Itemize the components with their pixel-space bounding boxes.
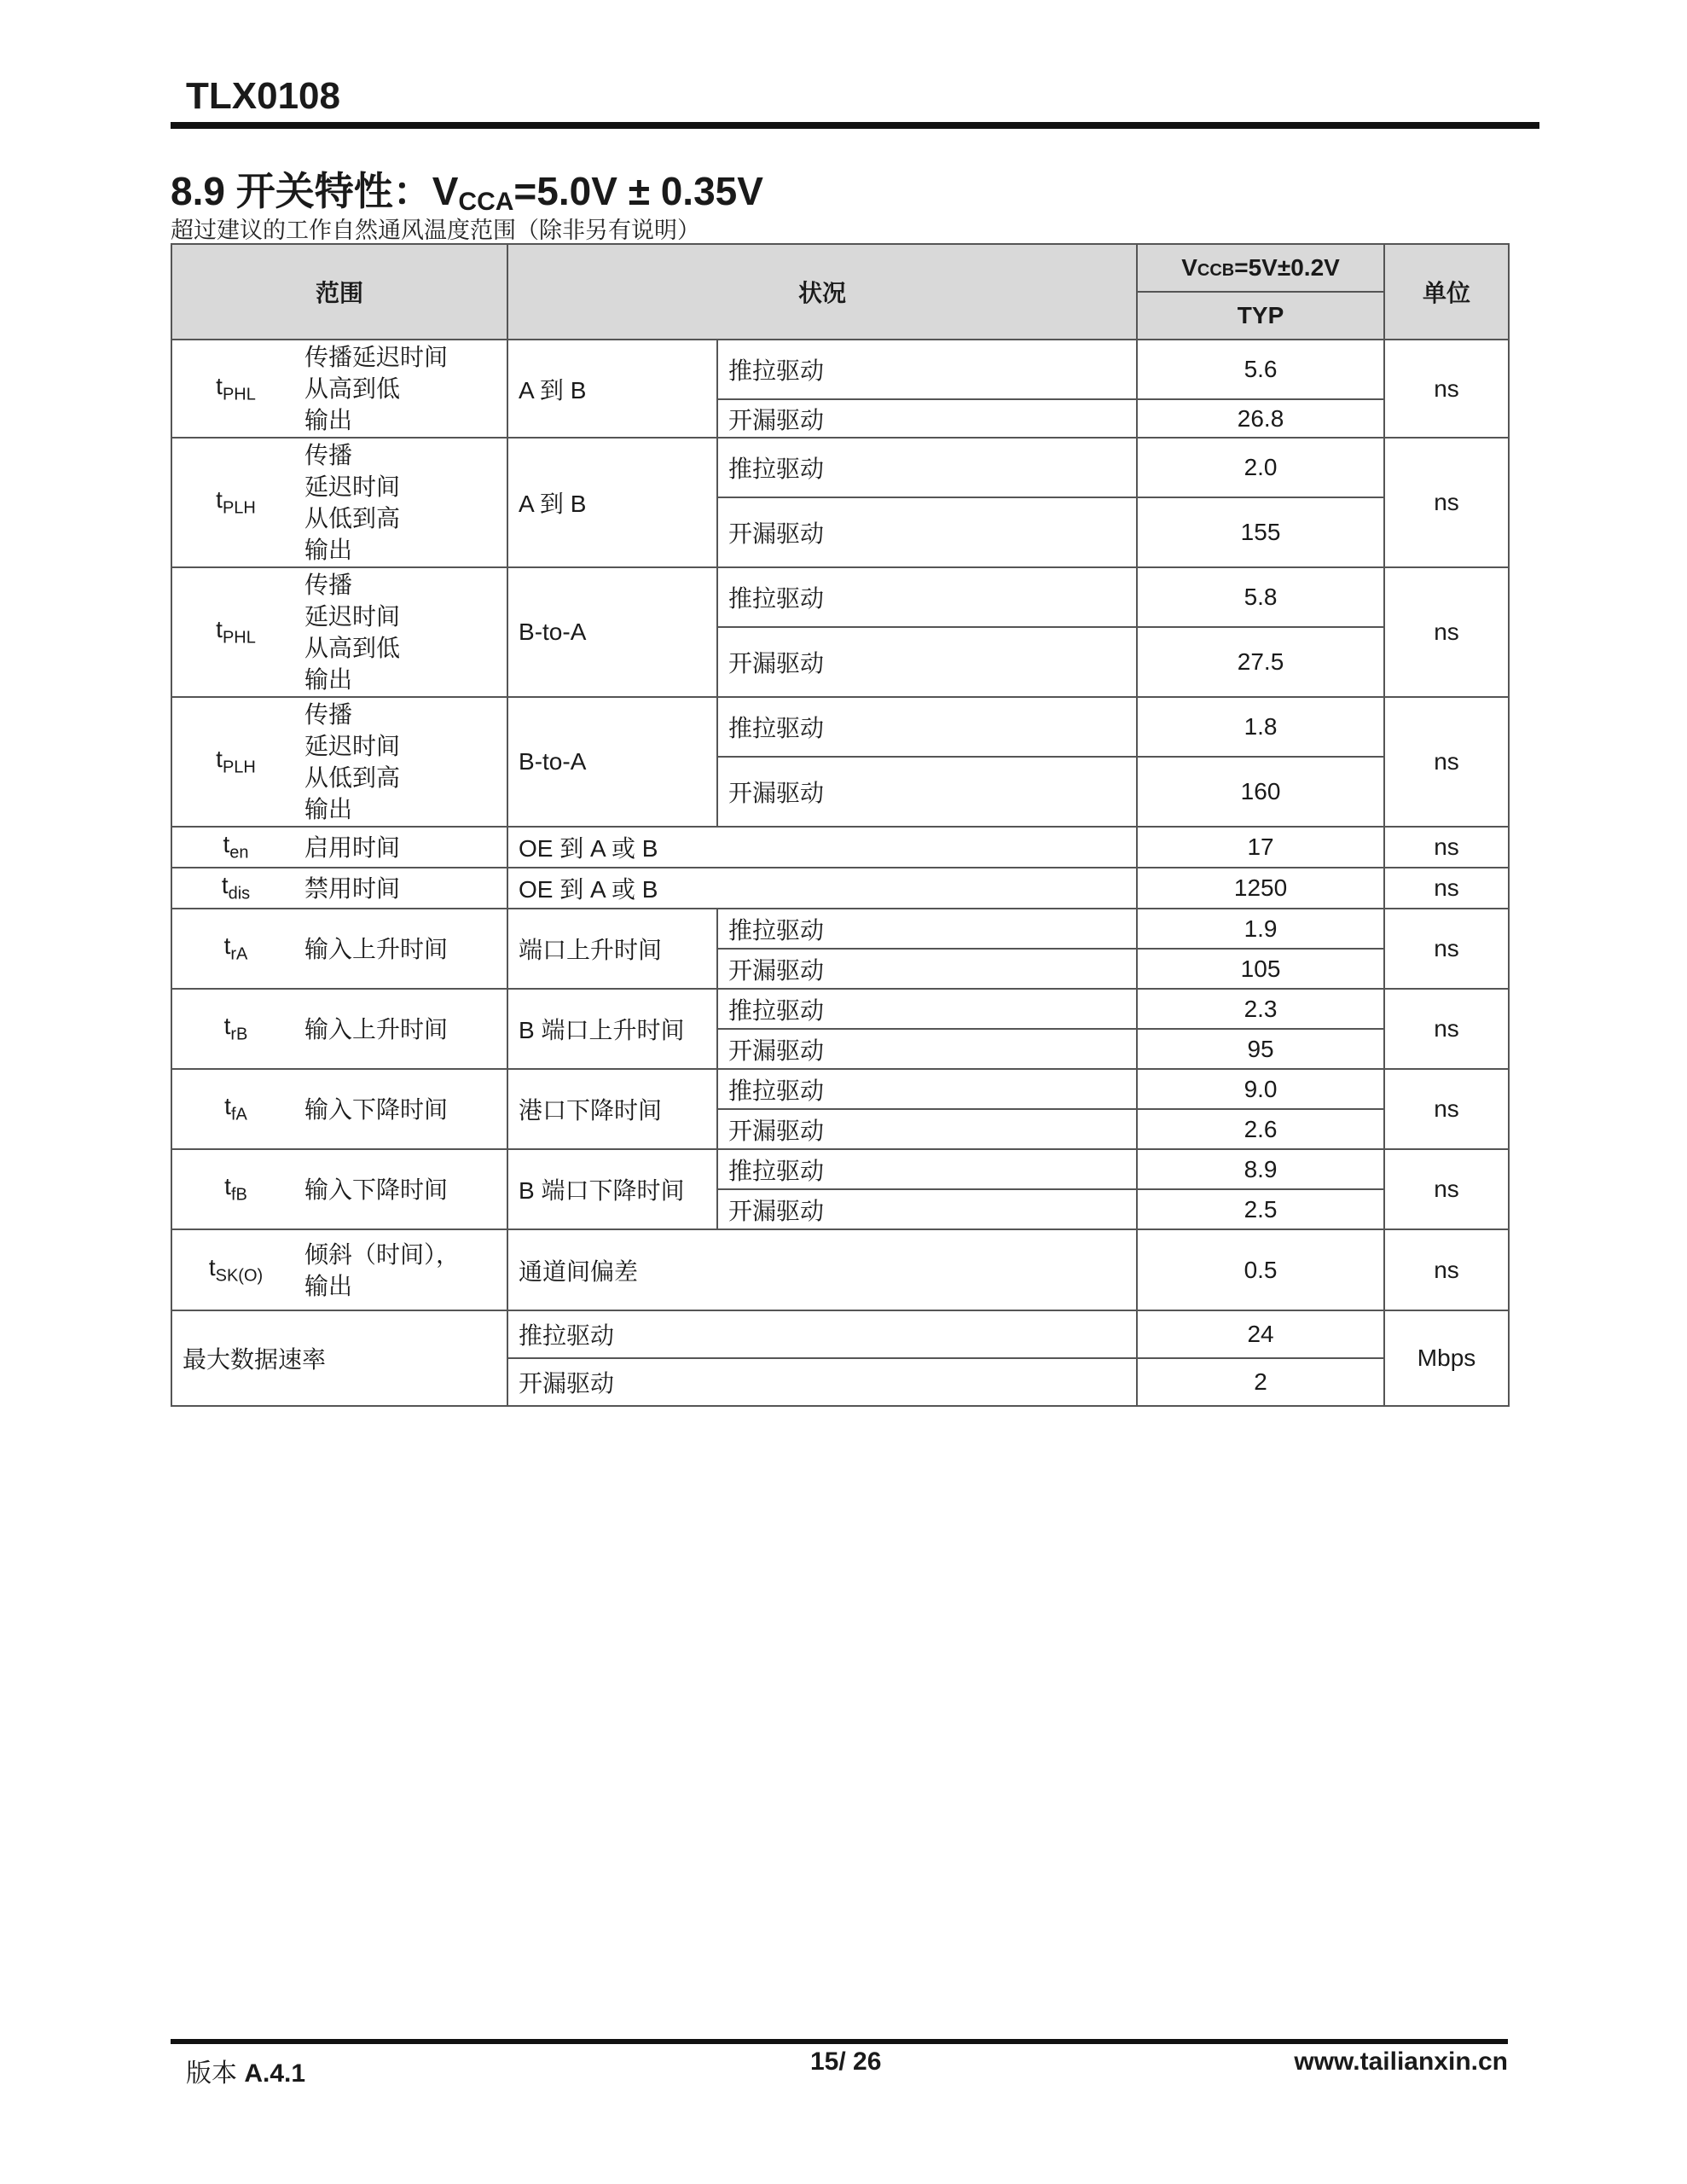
drive-type: 开漏驱动 (717, 949, 1137, 989)
symbol-letter: t (223, 1013, 231, 1040)
footer-website: www.tailianxin.cn (1294, 2048, 1508, 2076)
row-description (299, 827, 507, 868)
table-row (171, 1310, 1509, 1358)
drive-type: 推拉驱动 (717, 567, 1137, 627)
table-row (171, 868, 1509, 909)
drive-type: 推拉驱动 (717, 989, 1137, 1029)
description-line: 传播延迟时间 (304, 344, 449, 370)
row-description (299, 697, 507, 827)
typ-value: 24 (1137, 1310, 1384, 1358)
table-row (171, 567, 1509, 627)
symbol-subscript: rB (230, 1025, 248, 1044)
table-row (171, 438, 1509, 497)
typ-value: 0.5 (1137, 1229, 1384, 1310)
symbol-letter: t (223, 831, 230, 858)
typ-value: 26.8 (1137, 399, 1384, 438)
symbol-subscript: PHL (222, 385, 256, 404)
typ-value: 155 (1137, 497, 1384, 567)
drive-type: 推拉驱动 (717, 697, 1137, 757)
header-unit: 单位 (1384, 244, 1509, 340)
drive-type: 开漏驱动 (717, 399, 1137, 438)
symbol-letter: t (208, 1253, 216, 1281)
header-vccb-sub: CCB (1197, 261, 1235, 280)
row-symbol (171, 567, 299, 697)
footer-version-number: A.4.1 (244, 2059, 306, 2088)
header-vccb-prefix: V (1181, 254, 1197, 281)
table-row (171, 697, 1509, 757)
header-vccb-suffix: =5V±0.2V (1234, 254, 1340, 281)
row-description (299, 340, 507, 438)
header-rule (171, 122, 1539, 129)
unit-cell: ns (1384, 1149, 1509, 1229)
symbol-letter: t (224, 1093, 231, 1120)
row-description (299, 989, 507, 1069)
typ-value: 2.6 (1137, 1109, 1384, 1149)
typ-value: 2.3 (1137, 989, 1384, 1029)
description-line: 输出 (304, 666, 353, 693)
typ-value: 95 (1137, 1029, 1384, 1069)
typ-value: 2.5 (1137, 1189, 1384, 1229)
description-line: 输出 (304, 537, 353, 563)
row-symbol (171, 827, 299, 868)
description-line: 传播 (304, 442, 353, 468)
row-description (299, 1149, 507, 1229)
symbol-subscript: rA (230, 944, 248, 964)
drive-type: 推拉驱动 (717, 340, 1137, 399)
unit-cell: ns (1384, 989, 1509, 1069)
typ-value: 17 (1137, 827, 1384, 868)
typ-value: 5.8 (1137, 567, 1384, 627)
unit-cell: ns (1384, 868, 1509, 909)
section-title (171, 160, 763, 217)
row-symbol (171, 697, 299, 827)
symbol-subscript: SK(O) (215, 1266, 264, 1286)
row-condition: 港口下降时间 (507, 1069, 717, 1149)
drive-type: 开漏驱动 (717, 497, 1137, 567)
section-subtitle: 超过建议的工作自然通风温度范围（除非另有说明） (171, 218, 700, 243)
symbol-subscript: fA (230, 1105, 247, 1124)
description-line: 禁用时间 (304, 874, 401, 902)
description-line: 输出 (304, 407, 353, 433)
drive-type: 推拉驱动 (507, 1310, 1137, 1358)
unit-cell: ns (1384, 340, 1509, 438)
row-condition: 通道间偏差 (507, 1229, 1137, 1310)
symbol-subscript: dis (228, 884, 251, 903)
document-title: TLX0108 (186, 75, 340, 117)
footer-version-label: 版本 (186, 2059, 237, 2088)
header-range: 范围 (171, 244, 507, 340)
drive-type: 开漏驱动 (717, 627, 1137, 697)
typ-value: 9.0 (1137, 1069, 1384, 1109)
row-symbol (171, 438, 299, 567)
typ-value: 5.6 (1137, 340, 1384, 399)
unit-cell: ns (1384, 697, 1509, 827)
symbol-subscript: fB (230, 1185, 247, 1205)
symbol-letter: t (216, 486, 223, 514)
row-condition: B 端口下降时间 (507, 1149, 717, 1229)
typ-value: 27.5 (1137, 627, 1384, 697)
description-line: 输入上升时间 (304, 1015, 449, 1043)
row-condition: B-to-A (507, 697, 717, 827)
row-symbol (171, 340, 299, 438)
unit-cell: ns (1384, 909, 1509, 989)
row-symbol (171, 1149, 299, 1229)
row-description (299, 868, 507, 909)
row-description (299, 438, 507, 567)
symbol-subscript: PLH (222, 498, 256, 518)
row-condition: OE 到 A 或 B (507, 868, 1137, 909)
row-condition: A 到 B (507, 438, 717, 567)
drive-type: 开漏驱动 (717, 1109, 1137, 1149)
row-description (299, 567, 507, 697)
row-condition: OE 到 A 或 B (507, 827, 1137, 868)
typ-value: 2 (1137, 1358, 1384, 1406)
description-line: 从低到高 (304, 764, 401, 791)
section-title-text: 8.9 开关特性：V (171, 169, 459, 213)
description-line: 启用时间 (304, 834, 401, 861)
row-description (299, 1069, 507, 1149)
typ-value: 1.9 (1137, 909, 1384, 949)
row-condition: 端口上升时间 (507, 909, 717, 989)
symbol-subscript: PHL (222, 628, 256, 648)
row-condition: B 端口上升时间 (507, 989, 717, 1069)
row-symbol (171, 868, 299, 909)
description-line: 输入下降时间 (304, 1176, 449, 1203)
drive-type: 开漏驱动 (717, 1189, 1137, 1229)
row-description (299, 1229, 507, 1310)
symbol-subscript: PLH (222, 758, 256, 777)
typ-value: 105 (1137, 949, 1384, 989)
description-line: 从高到低 (304, 375, 401, 402)
unit-cell: ns (1384, 1229, 1509, 1310)
typ-value: 160 (1137, 757, 1384, 827)
unit-cell: ns (1384, 1069, 1509, 1149)
row-label: 最大数据速率 (171, 1310, 507, 1406)
symbol-letter: t (224, 1173, 231, 1200)
footer-page-number: 15/ 26 (810, 2048, 882, 2076)
description-line: 输出 (304, 796, 353, 822)
header-condition: 状况 (507, 244, 1137, 340)
header-typ: TYP (1137, 292, 1384, 340)
unit-cell: ns (1384, 567, 1509, 697)
row-condition: B-to-A (507, 567, 717, 697)
symbol-letter: t (216, 372, 223, 399)
unit-cell: ns (1384, 438, 1509, 567)
table-row (171, 340, 1509, 399)
drive-type: 推拉驱动 (717, 909, 1137, 949)
typ-value: 2.0 (1137, 438, 1384, 497)
table-row (171, 989, 1509, 1029)
description-line: 输入下降时间 (304, 1095, 449, 1123)
switching-characteristics-table (171, 243, 1510, 1407)
drive-type: 推拉驱动 (717, 1069, 1137, 1109)
row-symbol (171, 1069, 299, 1149)
typ-value: 8.9 (1137, 1149, 1384, 1189)
description-line: 传播 (304, 572, 353, 598)
description-line: 从高到低 (304, 635, 401, 661)
typ-value: 1250 (1137, 868, 1384, 909)
description-line: 倾斜（时间）， (304, 1240, 461, 1268)
symbol-letter: t (216, 746, 223, 773)
symbol-letter: t (221, 872, 229, 899)
symbol-letter: t (223, 932, 231, 960)
description-line: 传播 (304, 701, 353, 728)
row-symbol (171, 909, 299, 989)
description-line: 延迟时间 (304, 733, 401, 759)
unit-cell: ns (1384, 827, 1509, 868)
typ-value: 1.8 (1137, 697, 1384, 757)
row-description (299, 909, 507, 989)
footer-rule (171, 2039, 1508, 2044)
drive-type: 推拉驱动 (717, 1149, 1137, 1189)
drive-type: 推拉驱动 (717, 438, 1137, 497)
drive-type: 开漏驱动 (717, 1029, 1137, 1069)
unit-cell: Mbps (1384, 1310, 1509, 1406)
symbol-subscript: en (229, 843, 249, 863)
section-title-sub: CCA (458, 188, 514, 216)
footer-version (186, 2052, 305, 2089)
table-row (171, 1229, 1509, 1310)
section-title-value: =5.0V ± 0.35V (513, 169, 763, 213)
table-row (171, 1149, 1509, 1189)
table-row (171, 909, 1509, 949)
row-symbol (171, 1229, 299, 1310)
description-line: 输入上升时间 (304, 935, 449, 962)
description-line: 输出 (304, 1272, 353, 1299)
header-vccb (1137, 244, 1384, 292)
drive-type: 开漏驱动 (507, 1358, 1137, 1406)
table-row (171, 1069, 1509, 1109)
row-symbol (171, 989, 299, 1069)
description-line: 延迟时间 (304, 603, 401, 630)
description-line: 延迟时间 (304, 473, 401, 500)
drive-type: 开漏驱动 (717, 757, 1137, 827)
description-line: 从低到高 (304, 505, 401, 531)
table-row (171, 827, 1509, 868)
row-condition: A 到 B (507, 340, 717, 438)
symbol-letter: t (216, 616, 223, 643)
